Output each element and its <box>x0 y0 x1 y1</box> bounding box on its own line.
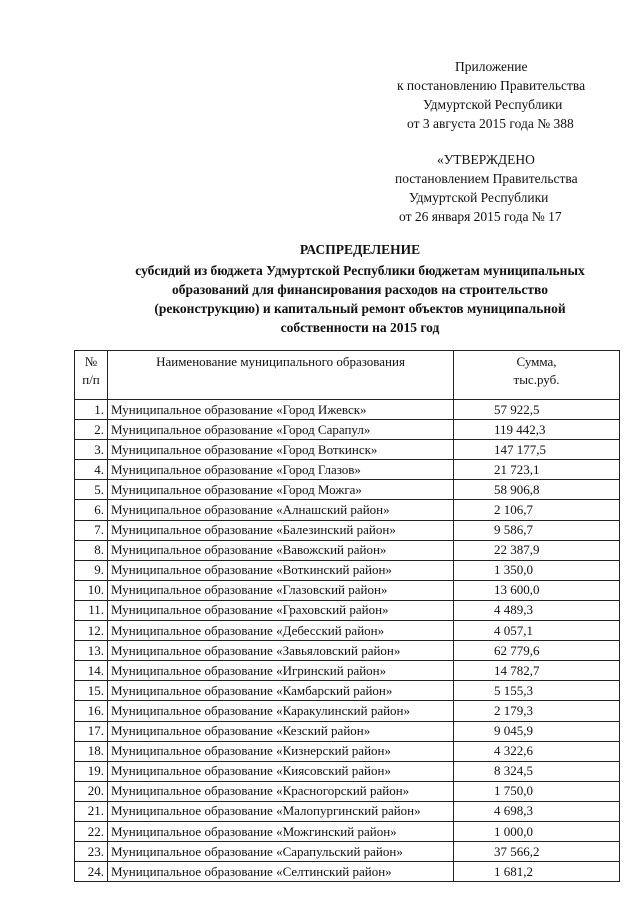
row-name: Муниципальное образование «Город Сарапул» <box>108 420 454 440</box>
annex-header <box>385 57 625 133</box>
row-name: Муниципальное образование «Киясовский район» <box>108 761 454 781</box>
table-row <box>75 560 620 580</box>
table-row <box>75 801 620 821</box>
row-sum: 21 723,1 <box>454 460 620 480</box>
row-number: 14. <box>75 661 108 681</box>
approved-line: «УТВЕРЖДЕНО <box>437 152 535 167</box>
row-name: Муниципальное образование «Граховский район» <box>108 600 454 620</box>
row-number: 19. <box>75 761 108 781</box>
row-name: Муниципальное образование «Город Воткинск» <box>108 440 454 460</box>
table-row <box>75 621 620 641</box>
document-title <box>80 240 640 337</box>
row-sum: 1 750,0 <box>454 781 620 801</box>
table-row <box>75 721 620 741</box>
table-row <box>75 641 620 661</box>
row-number: 6. <box>75 500 108 520</box>
row-number: 10. <box>75 580 108 600</box>
row-number: 5. <box>75 480 108 500</box>
row-number: 1. <box>75 400 108 420</box>
row-number: 12. <box>75 621 108 641</box>
row-number: 21. <box>75 801 108 821</box>
table-row <box>75 862 620 882</box>
table-row <box>75 520 620 540</box>
row-sum: 1 681,2 <box>454 862 620 882</box>
table-row <box>75 540 620 560</box>
row-number: 11. <box>75 600 108 620</box>
row-name: Муниципальное образование «Игринский район» <box>108 661 454 681</box>
row-name: Муниципальное образование «Кизнерский район» <box>108 741 454 761</box>
table-row <box>75 761 620 781</box>
row-name: Муниципальное образование «Сарапульский район» <box>108 842 454 862</box>
row-sum: 4 057,1 <box>454 621 620 641</box>
table-header-row <box>75 351 620 400</box>
table-row <box>75 821 620 841</box>
row-name: Муниципальное образование «Балезинский район» <box>108 520 454 540</box>
row-sum: 5 155,3 <box>454 681 620 701</box>
row-sum: 22 387,9 <box>454 540 620 560</box>
approved-line: от 26 января 2015 года № 17 <box>399 209 562 224</box>
title-subtitle-line: (реконструкцию) и капитальный ремонт объектов муниципальной <box>154 301 566 316</box>
row-sum: 1 350,0 <box>454 560 620 580</box>
row-sum: 8 324,5 <box>454 761 620 781</box>
table-row <box>75 480 620 500</box>
row-number: 24. <box>75 862 108 882</box>
title-subtitle-line: образований для финансирования расходов на строительство <box>172 282 548 297</box>
row-sum: 14 782,7 <box>454 661 620 681</box>
annex-line: к постановлению Правительства <box>397 78 586 93</box>
row-sum: 2 179,3 <box>454 701 620 721</box>
approved-line: постановлением Правительства <box>395 171 578 186</box>
row-sum: 4 322,6 <box>454 741 620 761</box>
header-sum <box>454 351 620 400</box>
row-number: 22. <box>75 821 108 841</box>
row-number: 17. <box>75 721 108 741</box>
header-number-label: п/п <box>82 372 100 387</box>
header-sum-unit: тыс.руб. <box>513 372 560 387</box>
row-number: 15. <box>75 681 108 701</box>
row-name: Муниципальное образование «Камбарский район» <box>108 681 454 701</box>
row-sum: 119 442,3 <box>454 420 620 440</box>
row-number: 3. <box>75 440 108 460</box>
table-row <box>75 420 620 440</box>
row-name: Муниципальное образование «Город Глазов» <box>108 460 454 480</box>
row-name: Муниципальное образование «Красногорский район» <box>108 781 454 801</box>
row-sum: 57 922,5 <box>454 400 620 420</box>
title-main: РАСПРЕДЕЛЕНИЕ <box>299 242 421 257</box>
annex-line: Удмуртской Республики <box>423 97 563 112</box>
header-sum-label: Сумма, <box>516 354 557 369</box>
row-name: Муниципальное образование «Дебесский район» <box>108 621 454 641</box>
row-sum: 37 566,2 <box>454 842 620 862</box>
title-subtitle-line: субсидий из бюджета Удмуртской Республики бюджетам муниципальных <box>135 263 585 278</box>
annex-line: от 3 августа 2015 года № 388 <box>407 116 574 131</box>
header-name: Наименование муниципального образования <box>108 351 454 400</box>
row-name: Муниципальное образование «Глазовский район» <box>108 580 454 600</box>
distribution-table <box>74 350 620 882</box>
row-name: Муниципальное образование «Завьяловский район» <box>108 641 454 661</box>
row-name: Муниципальное образование «Малопургинский район» <box>108 801 454 821</box>
row-sum: 58 906,8 <box>454 480 620 500</box>
approval-stamp-text <box>385 150 625 226</box>
row-sum: 1 000,0 <box>454 821 620 841</box>
table-row <box>75 460 620 480</box>
table-row <box>75 400 620 420</box>
row-sum: 9 045,9 <box>454 721 620 741</box>
row-number: 4. <box>75 460 108 480</box>
row-number: 9. <box>75 560 108 580</box>
table-row <box>75 600 620 620</box>
table-row <box>75 661 620 681</box>
table-row <box>75 500 620 520</box>
row-name: Муниципальное образование «Воткинский район» <box>108 560 454 580</box>
row-sum: 4 698,3 <box>454 801 620 821</box>
row-name: Муниципальное образование «Можгинский район» <box>108 821 454 841</box>
row-sum: 2 106,7 <box>454 500 620 520</box>
table-row <box>75 701 620 721</box>
row-sum: 147 177,5 <box>454 440 620 460</box>
title-subtitle-line: собственности на 2015 год <box>280 320 440 335</box>
table-row <box>75 580 620 600</box>
row-name: Муниципальное образование «Алнашский район» <box>108 500 454 520</box>
row-number: 20. <box>75 781 108 801</box>
table-row <box>75 842 620 862</box>
approved-line: Удмуртской Республики <box>409 190 549 205</box>
row-number: 7. <box>75 520 108 540</box>
table-row <box>75 440 620 460</box>
row-number: 18. <box>75 741 108 761</box>
annex-line: Приложение <box>455 59 528 74</box>
row-name: Муниципальное образование «Город Ижевск» <box>108 400 454 420</box>
row-number: 16. <box>75 701 108 721</box>
row-name: Муниципальное образование «Каракулинский район» <box>108 701 454 721</box>
row-number: 23. <box>75 842 108 862</box>
row-number: 13. <box>75 641 108 661</box>
table-row <box>75 741 620 761</box>
row-number: 8. <box>75 540 108 560</box>
row-name: Муниципальное образование «Кезский район» <box>108 721 454 741</box>
row-name: Муниципальное образование «Селтинский район» <box>108 862 454 882</box>
header-number-symbol: № <box>84 354 98 369</box>
row-sum: 9 586,7 <box>454 520 620 540</box>
row-sum: 62 779,6 <box>454 641 620 661</box>
row-number: 2. <box>75 420 108 440</box>
table-row <box>75 781 620 801</box>
row-sum: 4 489,3 <box>454 600 620 620</box>
header-number <box>75 351 108 400</box>
row-name: Муниципальное образование «Город Можга» <box>108 480 454 500</box>
table-row <box>75 681 620 701</box>
row-sum: 13 600,0 <box>454 580 620 600</box>
table-body <box>75 400 620 882</box>
row-name: Муниципальное образование «Вавожский район» <box>108 540 454 560</box>
